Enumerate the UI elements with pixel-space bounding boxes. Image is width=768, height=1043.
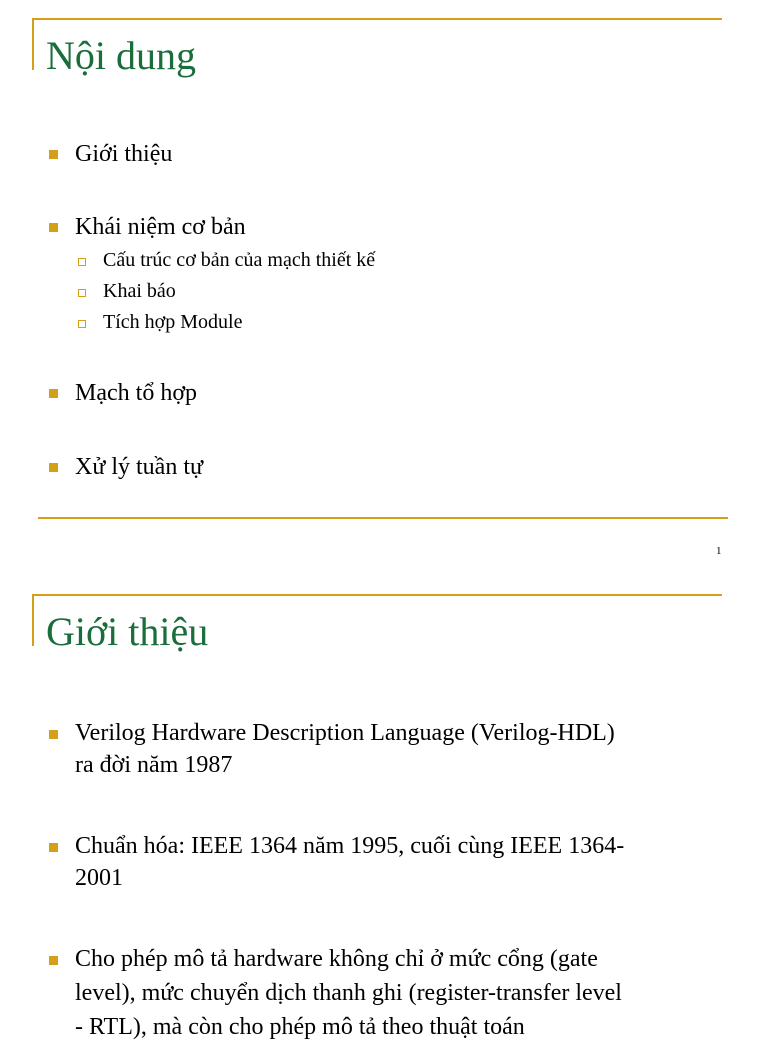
sub-bullet-text: Cấu trúc cơ bản của mạch thiết kế	[103, 249, 376, 271]
hollow-square-bullet-icon	[78, 320, 86, 328]
bullet-text-line: ra đời năm 1987	[75, 752, 233, 778]
slide-introduction	[0, 580, 768, 1040]
hollow-square-bullet-icon	[78, 258, 86, 266]
square-bullet-icon	[49, 223, 58, 232]
square-bullet-icon	[49, 956, 58, 965]
sub-bullet-text: Tích hợp Module	[103, 311, 243, 333]
bullet-text-line: Verilog Hardware Description Language (Verilog-HDL)	[75, 720, 615, 746]
bullet-text: Xử lý tuần tự	[75, 454, 204, 480]
bullet-text-line: level), mức chuyển dịch thanh ghi (register-transfer level	[75, 980, 622, 1006]
square-bullet-icon	[49, 463, 58, 472]
bullet-text: Mạch tổ hợp	[75, 380, 198, 406]
bullet-text: Khái niệm cơ bản	[75, 214, 246, 240]
page-number: 1	[716, 545, 722, 557]
bullet-text-line: Chuẩn hóa: IEEE 1364 năm 1995, cuối cùng IEEE 1364-	[75, 833, 625, 859]
sub-bullet-text: Khai báo	[103, 280, 176, 302]
slide-title: Giới thiệu	[46, 609, 209, 654]
slide-bottom-border	[38, 517, 728, 519]
bullet-text: Giới thiệu	[75, 141, 173, 167]
slide-title: Nội dung	[46, 33, 196, 78]
square-bullet-icon	[49, 389, 58, 398]
hollow-square-bullet-icon	[78, 289, 86, 297]
slide-left-border	[32, 18, 34, 70]
slide-top-border	[32, 18, 722, 20]
slide-top-border	[32, 594, 722, 596]
square-bullet-icon	[49, 150, 58, 159]
bullet-text-line: - RTL), mà còn cho phép mô tả theo thuật toán	[75, 1014, 525, 1040]
square-bullet-icon	[49, 730, 58, 739]
bullet-text-line: Cho phép mô tả hardware không chỉ ở mức cổng (gate	[75, 946, 598, 972]
bullet-text-line: 2001	[75, 865, 123, 891]
square-bullet-icon	[49, 843, 58, 852]
slide-left-border	[32, 594, 34, 646]
